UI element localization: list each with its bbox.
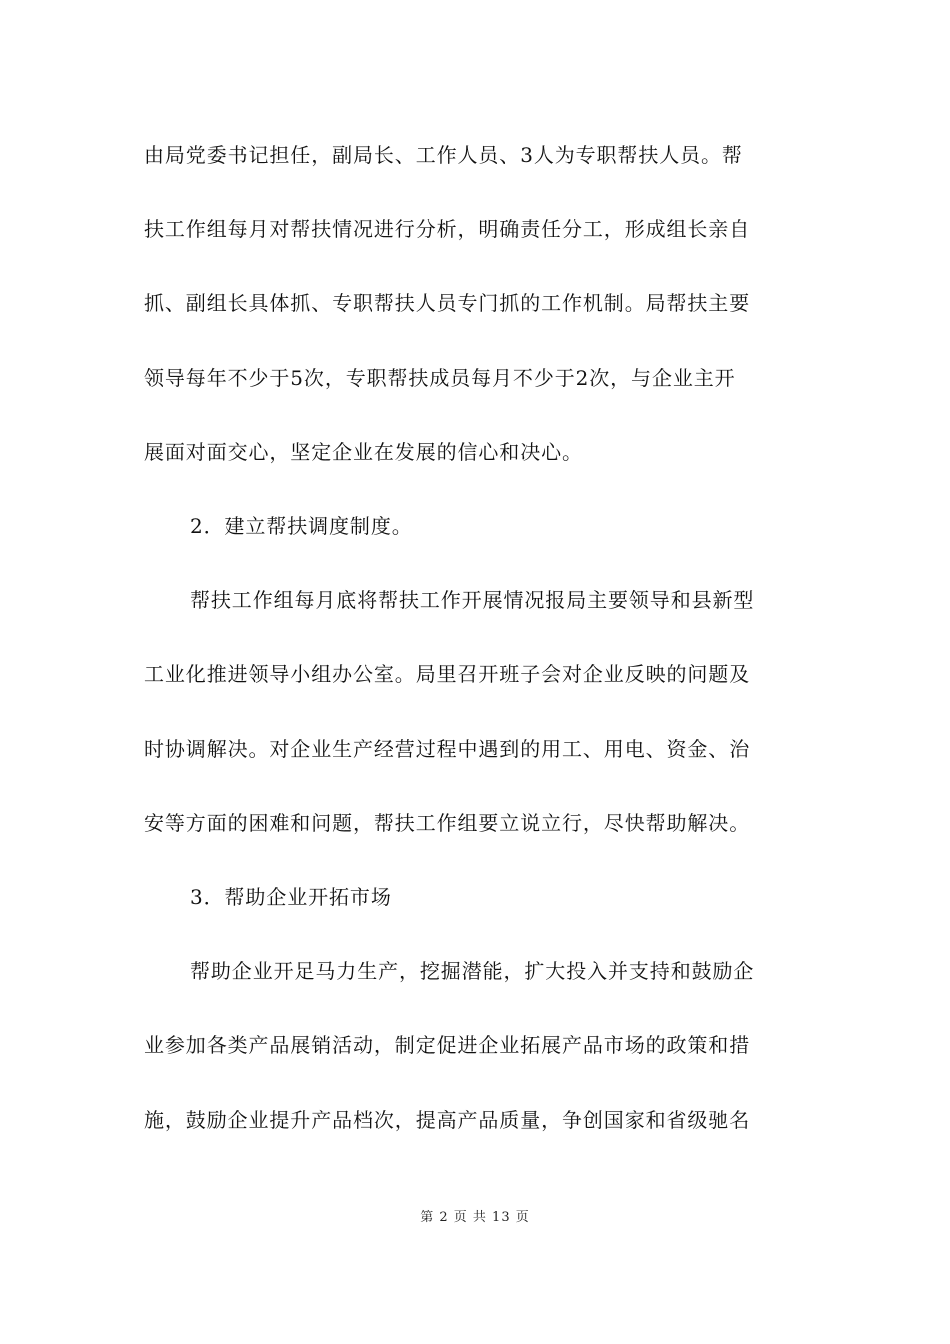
text-line: 帮助企业开足马力生产，挖掘潜能，扩大投入并支持和鼓励企 — [190, 959, 755, 983]
text-line: 时协调解决。对企业生产经营过程中遇到的用工、用电、资金、治 — [144, 737, 751, 761]
text-line: 施，鼓励企业提升产品档次，提高产品质量，争创国家和省级驰名 — [144, 1108, 751, 1132]
text-line: 由局党委书记担任，副局长、工作人员、3人为专职帮扶人员。帮 — [144, 143, 743, 167]
text-line: 帮扶工作组每月底将帮扶工作开展情况报局主要领导和县新型 — [190, 588, 755, 612]
text-line: 工业化推进领导小组办公室。局里召开班子会对企业反映的问题及 — [144, 662, 751, 686]
section-heading: 2．建立帮扶调度制度。 — [190, 514, 413, 538]
text-line: 安等方面的困难和问题，帮扶工作组要立说立行，尽快帮助解决。 — [144, 811, 751, 835]
text-line: 抓、副组长具体抓、专职帮扶人员专门抓的工作机制。局帮扶主要 — [144, 291, 751, 315]
text-line: 扶工作组每月对帮扶情况进行分析，明确责任分工，形成组长亲自 — [144, 217, 751, 241]
text-line: 业参加各类产品展销活动，制定促进企业拓展产品市场的政策和措 — [144, 1033, 751, 1057]
text-line: 领导每年不少于5次，专职帮扶成员每月不少于2次，与企业主开 — [144, 366, 736, 390]
text-line: 展面对面交心，坚定企业在发展的信心和决心。 — [144, 440, 583, 464]
page-footer: 第 2 页 共 13 页 — [420, 1210, 530, 1225]
section-heading: 3．帮助企业开拓市场 — [190, 885, 392, 909]
